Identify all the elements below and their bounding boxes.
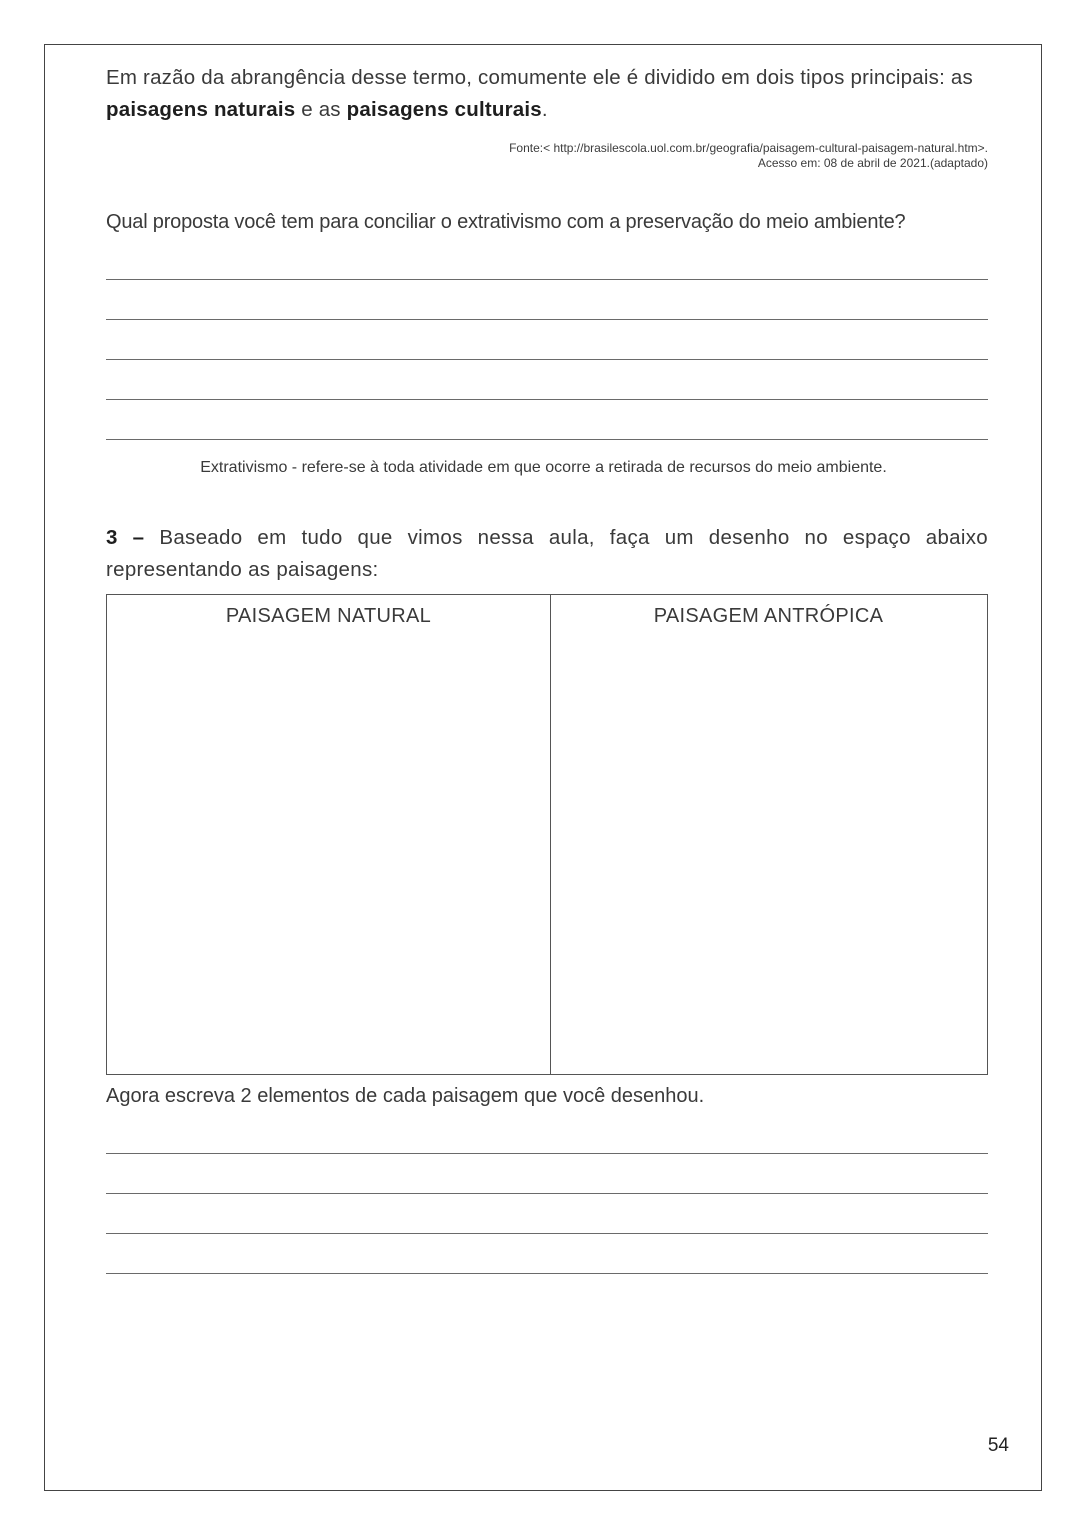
heading-paisagem-antropica: PAISAGEM ANTRÓPICA <box>653 605 884 627</box>
question-number: 3 – <box>106 526 145 549</box>
extrativismo-definition: Extrativismo - refere-se à toda atividade em que ocorre a retirada de recursos do meio ambiente. <box>200 459 887 476</box>
table-divider <box>550 595 551 1074</box>
question-elementos: Agora escreva 2 elementos de cada paisagem que você desenhou. <box>106 1085 705 1107</box>
answer-line[interactable] <box>106 439 988 440</box>
term-paisagens-culturais: paisagens culturais <box>346 98 542 121</box>
source-citation <box>509 141 988 171</box>
heading-paisagem-natural: PAISAGEM NATURAL <box>225 605 432 627</box>
answer-line[interactable] <box>106 359 988 360</box>
page-number: 54 <box>987 1435 1009 1456</box>
answer-line[interactable] <box>106 1233 988 1234</box>
term-paisagens-naturais: paisagens naturais <box>106 98 296 121</box>
answer-line[interactable] <box>106 279 988 280</box>
source-url: Fonte:< http://brasilescola.uol.com.br/geografia/paisagem-cultural-paisagem-natural.htm>. <box>509 141 988 155</box>
question-extrativismo: Qual proposta você tem para conciliar o extrativismo com a preservação do meio ambiente? <box>106 211 906 233</box>
answer-line[interactable] <box>106 1273 988 1274</box>
answer-line[interactable] <box>106 1193 988 1194</box>
intro-paragraph: Em razão da abrangência desse termo, comumente ele é dividido em dois tipos principais: as paisagens naturais e as paisagens culturais. <box>106 66 973 121</box>
answer-line[interactable] <box>106 319 988 320</box>
drawing-table[interactable] <box>106 594 988 1075</box>
answer-line[interactable] <box>106 399 988 400</box>
question-3: 3 – Baseado em tudo que vimos nessa aula, faça um desenho no espaço abaixo representando as paisagens: <box>106 526 988 581</box>
answer-line[interactable] <box>106 1153 988 1154</box>
source-access-date: Acesso em: 08 de abril de 2021.(adaptado) <box>757 156 988 170</box>
